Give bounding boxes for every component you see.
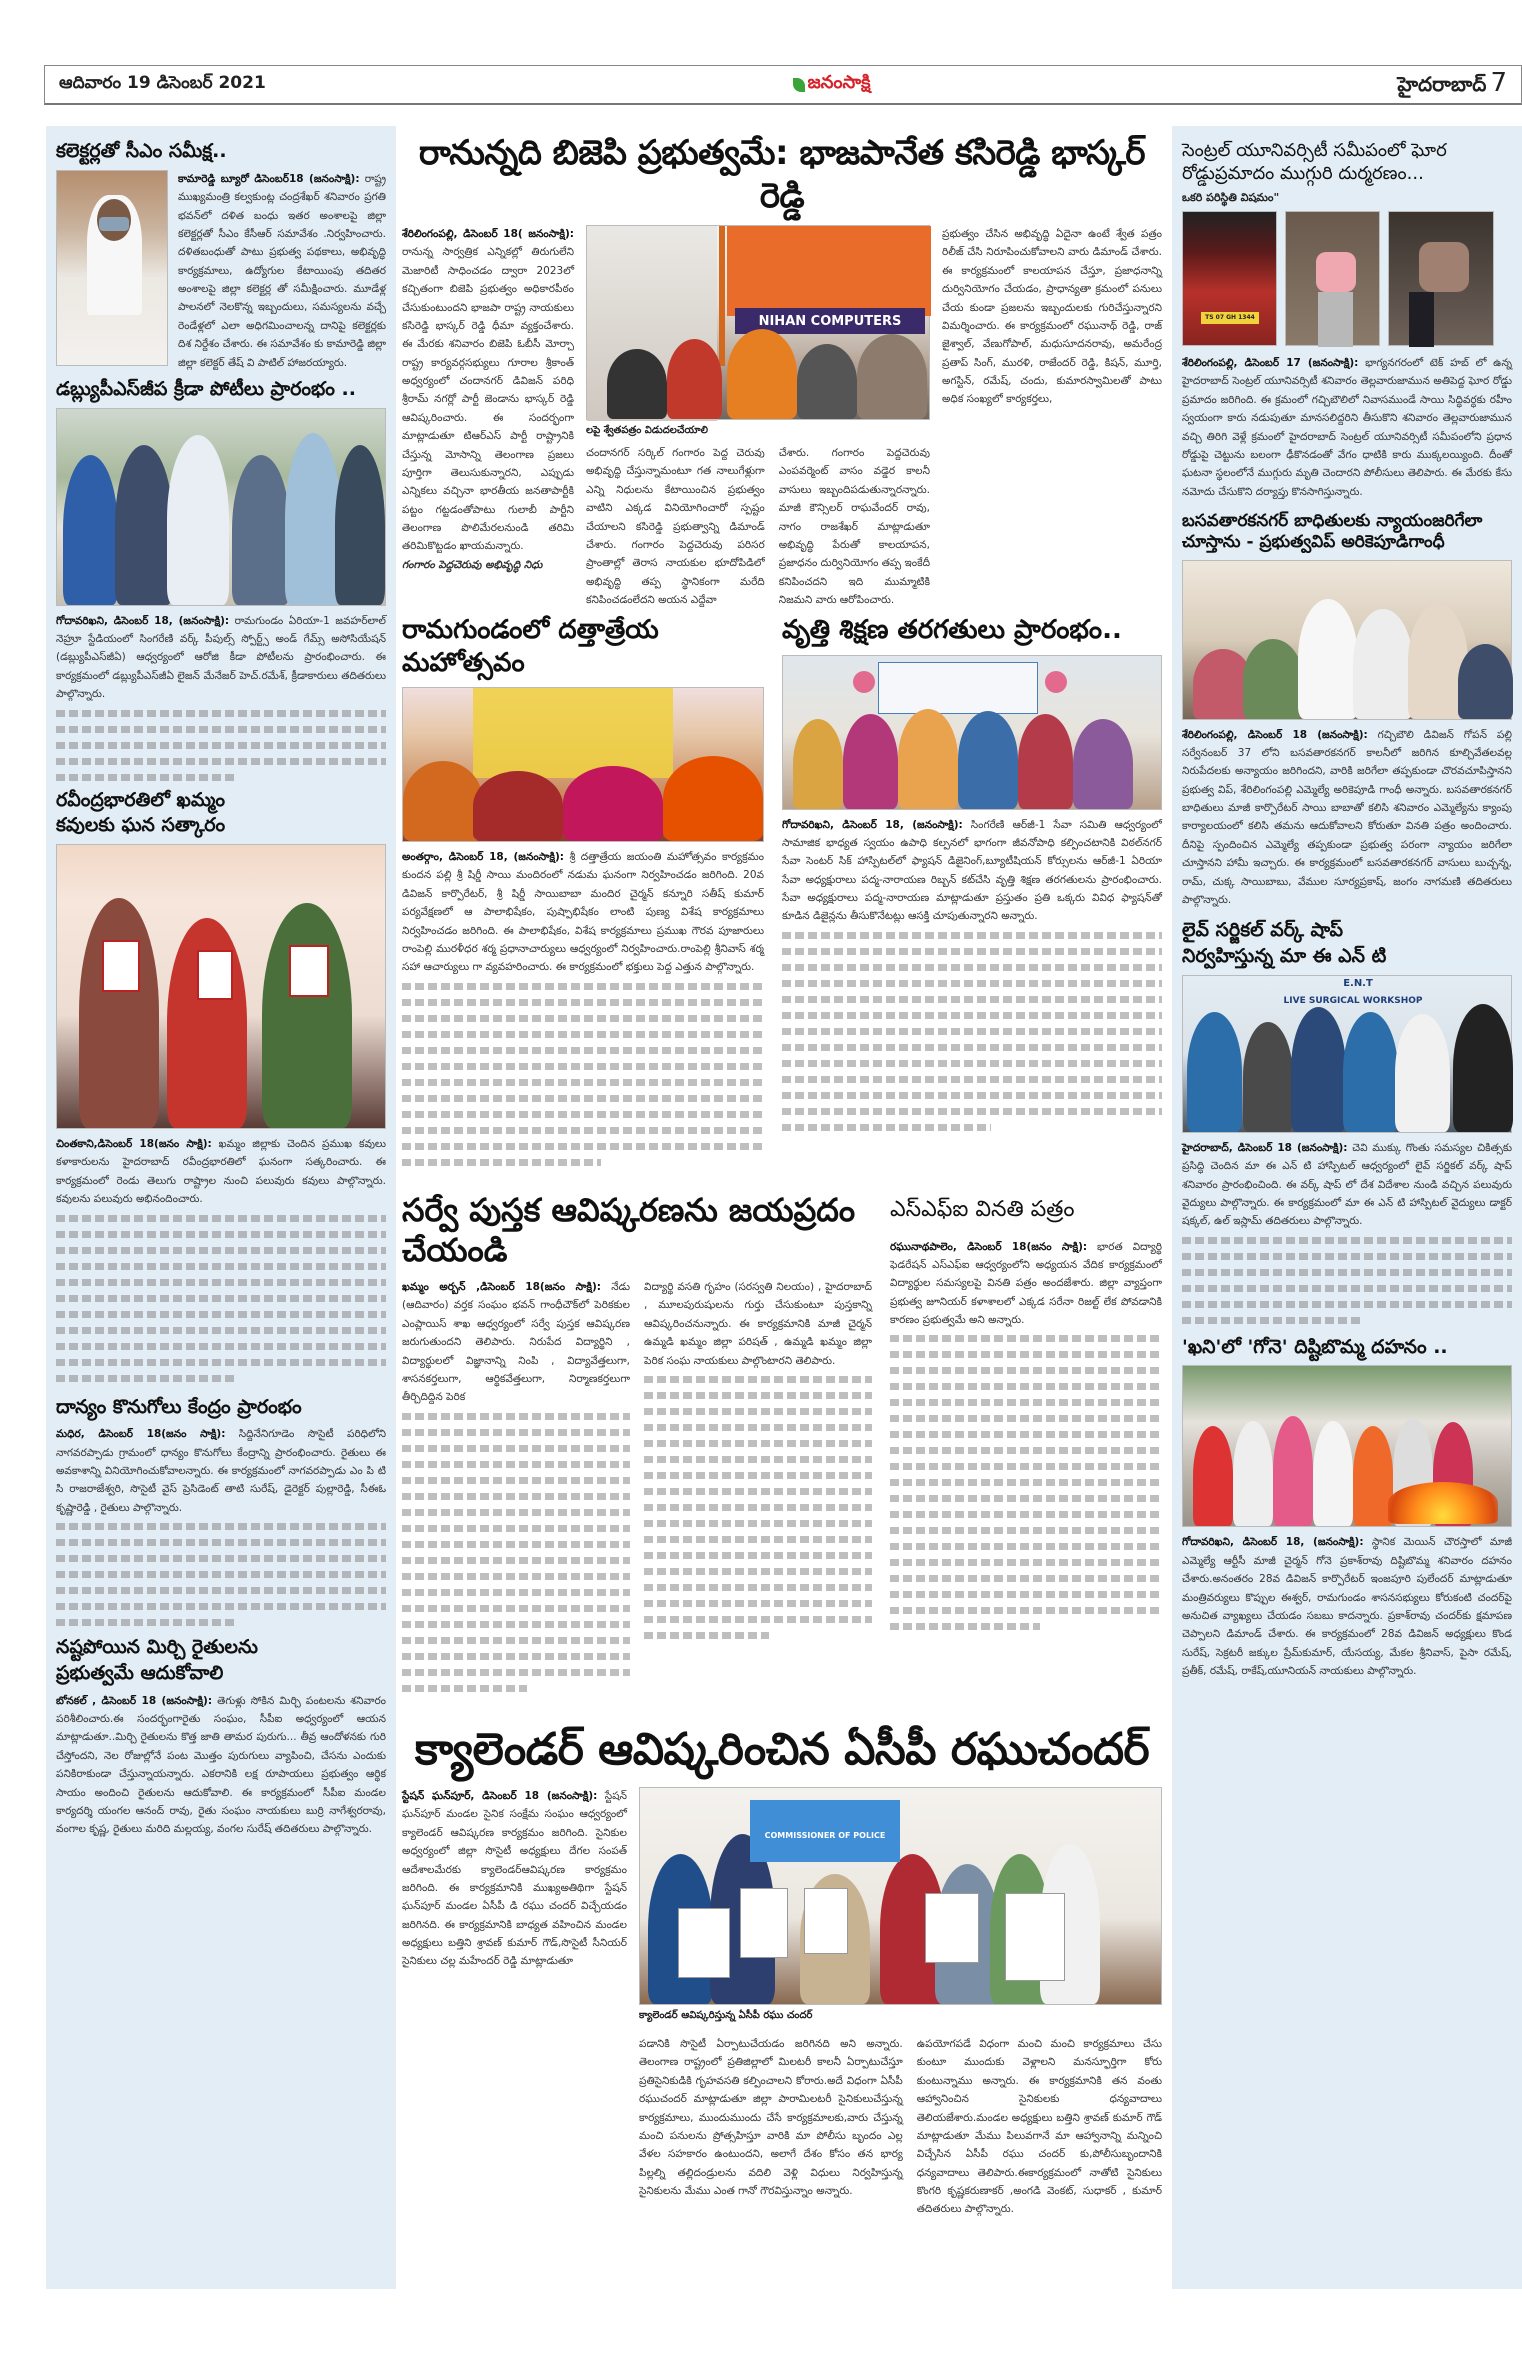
article-body: సింగరేణి ఆర్‌జీ-1 సేవా సమితి ఆధ్వర్యంలో సామాజిక భాధ్యత స్వయం ఉపాధి కల్పనలో భాగంగా జీవనోపాధి కల్పించటానికి విఠల్‌నగర్ సేవా సెంటర్ సిక్ హాస్పిటల్‌లో ఫ్యాషన్ డిజైనింగ్,బ్యూటీషియన్ కోర్సులను ఆర్‌జీ-1 ఏరియా సేవా అధ్యక్షురాలు పద్మ-నారాయణ రిబ్బన్ కట్‌చేసి వృత్తి శిక్షణ తరగతులను ప్రారంభించారు. సేవా అధ్యక్షురాలు పద్మ-నారాయణ మాట్లాడుతూ ప్రస్తుతం ప్రతి ఒక్కరు వివిధ ఫ్యాషన్‌తో కూడిన డిజైన్లను తీసుకొనేటట్లు ఆసక్తి చూపుతున్నారని అన్నారు. [782,818,1162,923]
article-body: స్టేషన్ ఘన్‌పూర్ మండల సైనిక సంక్షేమ సంఘం ఆధ్వర్యంలో క్యాలెండర్ ఆవిష్కరణ కార్యక్రమం జరిగింది. సైనికుల అధ్వర్యంలో జిల్లా సొసైటీ అధ్యక్షులు దేగల సంపత్ ఆదేశాలమేరకు క్యాలెండర్‌ఆవిష్కరణ కార్యక్రమం జరిగింది. ఈ కార్యక్రమానికి ముఖ్యఅతిథిగా స్టేషన్ ఘన్‌పూర్ మండల ఏసీపీ డి రఘు చందర్ విచ్చేయడం జరిగినది. ఈ కార్యక్రమానికి బాధ్యత వహించిన మండల అధ్యక్షులు బత్తిని శ్రావణ్ కుమార్ గౌడ్,సొసైటీ సీనియర్ సైనికులు చల్ల మహేందర్ రెడ్డి మాట్లాడుతూ [402,1790,627,1968]
photo-mla-meeting [1182,560,1512,720]
dateline: శేరిలింగంపల్లి, డిసెంబర్ 18( జనంసాక్షి): [402,228,574,240]
city-name: హైదరాబాద్ [1397,72,1487,96]
article-survey-book[interactable] [402,1186,872,1692]
headline: బసవతారకనగర్ బాధితులకు న్యాయంజరిగేలా చూస్తాను - ప్రభుత్వవిప్ అరికెపూడిగాంధీ [1182,511,1483,553]
masthead [44,65,1522,105]
photo-crashed-car [1182,211,1277,346]
leaf-logo-icon [793,78,805,92]
article-body: ప్రభుత్వం చేసిన అభివృద్ధి ఏదైనా ఉంటే శ్వేత పత్రం రిలీజ్ చేసి నిరూపించుకోవాలని వారు డిమాండ్ చేశారు. ఈ కార్యక్రమంలో కాలయాపన చేస్తూ, ప్రజాధనాన్ని దుర్వినియోగం చేయడం, ప్రాధాన్యతా క్రమంలో పనులు చేయ కుండా ప్రజలను ఇబ్బందులకు గురిచేస్తున్నారని విమర్శించారు. ఈ కార్యక్రమంలో రఘునాథ్ రెడ్డి, రాజ్ జైశ్వాల్, వేణుగోపాల్, మధుసూదనరావు, అమరేంద్ర ప్రతాప్ సింగ్, మురళి, రాజేందర్ రెడ్డి, కిషన్, మూర్తి, అగస్టిన్, రమేష్, చందు, కుమారస్వామిలతో పాటు అధిక సంఖ్యలో కార్యకర్తలు, [942,228,1162,406]
headline-line-2: ప్రభుత్వమే ఆదుకోవాలి [56,1661,224,1684]
article-body: ఖమ్మం జిల్లాకు చెందిన ప్రముఖ కవులు కళాకారులను హైదరాబాద్ రవీంద్రభారతిలో ఘనంగా సత్కరించారు. ఈ కార్యక్రమంలో రెండు తెలుగు రాష్ట్రాల నుంచి పలువురు కవులు పాల్గొన్నారు. కవులను పలువురు అభినందించారు. [56,1138,386,1206]
article-body: తెగుళ్లు సోకిన మిర్చి పంటలను శనివారం పరిశీలించారు.ఈ సందర్భంగారైతు సంఘం, సీపీఐ అధ్వర్యంలో ఆయన మాట్లాడుతూ..మిర్చి రైతులను కొత్త జాతి తామర పురుగు... తీవ్ర ఆందోళనకు గురి చేస్తోందని, నెల రోజుల్లోనే పంట మొత్తం పురుగులు వ్యాపించి, చేసను ఎందుకు పనికిరాకుండా చేస్తున్నాయన్నారు. ఎకరానికి లక్ష రూపాయలు ప్రభుత్వం ఆర్థిక సాయం అందించి రైతులను ఆదుకోవాలి. ఈ కార్యక్రమంలో సీపీఐ మండల కార్యదర్శి యంగల ఆనంద్ రావు, రైతు సంఘం నాయకులు బుర్రి నాగేశ్వరరావు, వంగాల కృష్ణ, రైతులు మరిది మల్లయ్య, వంగల సురేష్ తదితరులు పాల్గొన్నారు. [56,1694,387,1836]
photo-bjp-flag-event [586,225,930,420]
article-body: సిద్దినేనిగూడెం సొసైటీ పరిధిలోని నాగవరప్పాడు గ్రామంలో ధాన్యం కొనుగోలు కేంద్రాన్ని ప్రారంభించారు. రైతులు ఈ అవకాశాన్ని వినియోగించుకోవాలన్నారు. ఈ కార్యక్రమంలో నాగవరప్పాడు ఎం పి టి సి రాజరాజేశ్వరి, సొసైటీ వైస్ ప్రెసిడెంట్ తాటి సురేష్, డైరెక్టర్ పుల్లారెడ్డి, సీఈఓ కృష్ణారెడ్డి , రైతులు పాల్గొన్నారు. [56,1428,386,1514]
dateline: గోదావరిఖని, డిసెంబర్ 18, (జనంసాక్షి): [56,614,230,627]
left-column [46,126,396,2289]
article-body: స్థానిక మెయిన్ చౌరస్తాలో మాజీ ఎమ్మెల్యే ఆర్టీసీ మాజీ చైర్మన్ గోనె ప్రకాశ్‌రావు దిష్టిబొమ్మ శనివారం దహనం చేశారు.అనంతరం 28వ డివిజన్ కార్పొరేటర్ ఇంజపూరి పులేందర్ మాట్లాడుతూ మంత్రివర్యులు కొప్పుల ఈశ్వర్, రామగుండం శాసనసభ్యులు కోరుకంటి చందర్‌పై అనుచిత వ్యాఖ్యలు చేయడం సబబు కాదన్నారు. ప్రకాశ్‌రావు చందర్‌కు క్షమాపణ చెప్పాలని డిమాండ్ చేశారు. ఈ కార్యక్రమంలో 28వ డివిజన్ అధ్యక్షులు కొండ సురేష్, సెక్రటరీ జక్కుల ప్రేమ్‌కుమార్, యేసయ్య, మేకల శ్రీనివాస్, పైసా రమేష్, ప్రతీక్, రమేష్, రాకేష్,యూనియన్ నాయకులు పాల్గొన్నారు. [1182,1536,1512,1677]
dateline: శేరిలింగంపల్లి, డిసెంబర్ 17 (జనంసాక్షి): [1182,357,1359,369]
article-road-accident[interactable] [1182,140,1512,501]
article-body: శ్రీ దత్తాత్రేయ జయంతి మహోత్సవం కార్యక్రమం కుందన పల్లి శ్రీ షిర్డీ సాయి మందిరంలో నడుమ ఘనంగా నిర్వహించడం జరిగింది. 20వ డివిజన్ కార్పొరేటర్, శ్రీ షిర్డీ సాయిబాబా మందిర చైర్మన్ కన్నూరి సతీష్ కుమార్ పర్యవేక్షణలో ఆ పాలాభిషేకం, పుష్పాభిషేకం లాంటి పుణ్య విశేష కార్యక్రమాలు నిర్వహించడం జరిగింది. ఈ పాలాభిషేకం, విశేష కార్యక్రమాలు ప్రముఖ గౌరవ పూజారులు రాంపెల్లి మురళీధర శర్మ ప్రధానాచార్యులు ఆధ్వర్యంలో నిర్వహించారు.రాంపెల్లి శ్రీనివాస్ శర్మ సహా ఆచార్యులు గా వ్యవహరించారు. ఈ కార్యక్రమంలో భక్తులు పెద్ద ఎత్తున పాల్గొన్నారు. [402,851,764,974]
article-grain-center[interactable] [56,1396,386,1627]
photo-victim-2 [1388,211,1494,346]
dateline: రఘునాథపాలెం, డిసెంబర్ 18(జనం సాక్షి): [890,1240,1088,1253]
article-poets-felicitation[interactable] [56,789,386,1382]
article-surgical-workshop[interactable] [1182,919,1512,1323]
headline: లైవ్ సర్జికల్ వర్క్ షాప్ [1182,919,1344,942]
headline: ఎస్ఎఫ్ఐ వినతి పత్రం [890,1197,1075,1222]
dateline: గోదావరిఖని, డిసెంబర్ 18, (జనంసాక్షి): [782,818,963,831]
photo-caption: క్యాలెండర్ ఆవిష్కరిస్తున్న ఏసీపీ రఘు చందర్ [639,2010,813,2021]
subhead: ఒకరి పరిస్థితి విషమం" [1182,191,1280,204]
article-body: నేడు (ఆదివారం) వర్తక సంఘం భవన్ గాంధీచౌక్‌లో పెరికకుల ఎంప్లాయిస్ శాఖ ఆధ్వర్యంలో సర్వే పుస్తక ఆవిష్కరణ జరుగుతుందని తెలిపారు. నిరుపేద విద్యార్థిని , విద్యార్థులలో విజ్ఞానాన్ని నింపి , విద్యావేత్తలుగా, శాసనకర్తలుగా, ఆర్థికవేత్తలుగా, నిర్మాణకర్తలుగా తీర్చిదిద్దిన పెరిక [402,1281,631,1404]
headline: రవీంద్రభారతిలో ఖమ్మం [56,788,226,811]
photo-sign: NIHAN COMPUTERS [735,308,925,334]
article-sports-meet[interactable] [56,378,386,781]
lead-headline: రానున్నది బిజెపి ప్రభుత్వమే: భాజపానేత కసిరెడ్డి భాస్కర్ రెడ్డి [418,133,1146,216]
text-continuation [1182,1237,1512,1324]
article-body: భాగ్యనగరంలో టెక్ హబ్ లో ఉన్న హైదరాబాద్ సెంట్రల్ యూనివర్సిటీ శనివారం తెల్లవారుజామున అతిపెద్ద ఘోర రోడ్డు ప్రమాదం జరిగింది. ఈ క్రమంలో గచ్చిబౌలిలో నివాసముండే సాయి సిద్ధివర్ధకు రహీం స్వయంగా కారు నడుపుతూ మానసలిద్దరిని తీసుకొని శనివారం తెల్లవారుజామున వచ్చి తిరిగి వెళ్లే క్రమంలో హైదరాబాద్ సెంట్రల్ యూనివర్సిటీ సమీపంలోని ప్రధాన రోడ్డుపై చెట్టును బలంగా ఢీకొనడంతో వేగం ధాటికి కారు ముక్కలయ్యింది. దీంతో ఘటనా స్థలంలోనే ముగ్గురు మృతి చెందారని పోలీసులు తెలిపారు. ఈ మేరకు కేసు నమోదు చేసుకొని దర్యాప్తు కొనసాగిస్తున్నారు. [1182,357,1512,498]
article-body: గచ్చిబౌలి డివిజన్ గోపన్ పల్లి సర్వేనంబర్ 37 లోని బసవతారకనగర్ కాలనీలో జరిగిన కూల్చివేతలవల్ల నిరుపేదలకు అన్యాయం జరిగిందని, వారికి జరిగేలా తప్పకుండా చొరవచూపిస్తానని ప్రభుత్వ విప్, శేరిలింగంపల్లి ఎమ్మెల్యే అరికెపూడి గాంధీ అన్నారు. బసవతారకనగర్ బాధితులు మాజీ కార్పొరేటర్ సాయి బాబాతో కలిసి శనివారం ఎమ్మెల్యేను క్యాంపు కార్యాలయంలో కలిసి తమను ఆదుకోవాలని కోరుతూ వినతి పత్రం అందించారు. దీనిపై స్పందించిన ఎమ్మెల్యే తప్పకుండా ప్రభుత్వ పరంగా న్యాయం జరిగేలా చూస్తానని హామీ ఇచ్చారు. ఈ కార్యక్రమంలో బసవతారకనగర్ వాసులు బుచ్చన్న, రామ్, చుక్క సాయిబాబు, వేముల సూర్యప్రకాష్, జంగం నాగమణి తదితరులు పాల్గొన్నారు. [1182,728,1512,906]
fire-shape [1388,1482,1498,1524]
article-body: ఉపయోగపడే విధంగా మంచి మంచి కార్యక్రమాలు చేసు కుంటూ ముందుకు వెళ్లాలని మనస్ఫూర్తిగా కోరు కుంటున్నాము అన్నారు. ఈ కార్యక్రమానికి తన వంతు ఆహ్వానించిన సైనికులకు ధన్యవాదాలు తెలియజేశారు.మండల అధ్యక్షులు బత్తిని శ్రావణ్ కుమార్ గౌడ్ మాట్లాడుతూ మేము పిలువగానే మా ఆహ్వానాన్ని మన్నించి విచ్చేసిన ఏసీపీ రఘు చందర్ కు,పోలీసుబృందానికి ధన్యవాదాలు తెలిపారు.ఈకార్యక్రమంలో నాతోటి సైనికులు కొంగరి కృష్ణకరుణాకర్ ,అంగడి వెంకట్, సుధాకర్ , కుమార్ తదితరులు పాల్గొన్నారు. [916,2038,1162,2216]
headline-line-2: నిర్వహిస్తున్న మా ఈ ఎన్ టి [1182,945,1387,967]
dateline: స్టేషన్ ఘన్‌పూర్, డిసెంబర్ 18 (జనంసాక్షి): [402,1790,598,1802]
article-body: భారత విద్యార్థి ఫెడరేషన్ ఎస్ఎఫ్ఐ ఆధ్వర్యంలోని అధ్యయన వేదిక కార్యక్రమంలో విద్యార్థుల సమస్యలపై వినతి పత్రం అందజేశారు. జిల్లా వ్యాప్తంగా ప్రభుత్వ జూనియర్ కళాశాలలో ఎక్కడ సరేనా రిజల్ట్ లేక పోవడానికి కారణం ప్రభుత్వమే అని అన్నారు. [890,1240,1162,1326]
article-dattatreya-festival[interactable] [402,610,764,1166]
photo-temple-ceremony [402,687,764,842]
article-cm-review[interactable] [56,140,386,372]
article-body: రామగుండం ఏరియా-1 జవహర్‌లాల్ నెహ్రూ స్టేడియంలో సింగరేణి వర్క్ పీపుల్స్ స్పోర్ట్స్ అండ్ గేమ్స్ అసోసియేషన్ (డబ్ల్యుపీఎస్‌జీఏ) ఆధ్వర్యంలో ఆరోజి కీడా పోటీలను ప్రారంభించారు. ఈ కార్యక్రమంలో డబ్ల్యుపీఎస్‌జీఏ లైజన్ మేనేజర్ హెచ్.రమేశ్, క్రీడాకారులు తదితరులు పాల్గొన్నారు. [56,614,386,701]
newspaper-logo[interactable] [793,72,871,97]
dateline: హైదరాబాద్, డిసెంబర్ 18 (జనంసాక్షి): [1182,1141,1348,1154]
right-column [1172,126,1522,2289]
issue-date: ఆదివారం 19 డిసెంబర్ 2021 [59,72,266,93]
article-calendar-launch[interactable] [402,1716,1162,2219]
headline: సర్వే పుస్తక ఆవిష్కరణను జయప్రదం చేయండి [402,1191,856,1269]
text-continuation [56,1523,386,1626]
article-sfi-petition[interactable] [890,1186,1162,1692]
dateline: కామారెడ్డి బ్యూరో డిసెంబర్18 (జనంసాక్షి): [178,172,360,185]
center-section [402,126,1162,2289]
dateline: శేరిలింగంపల్లి, డిసెంబర్ 18 (జనంసాక్షి): [1182,728,1368,741]
text-continuation [402,1413,630,1692]
photo-calendar-launch [639,1787,1162,2005]
article-vocational-training[interactable] [782,610,1162,1166]
article-body: చేశారు. గంగారం పెద్దచెరువు ఎంపవర్మెంట్ వాసం వడ్డెర కాలనీ వాసులు ఇబ్బందిపడుతున్నారన్నారు. మాజీ కౌన్సిలర్ రాఘవేందర్ రావు, నాగం రాజశేఖర్ మాట్లాడుతూ అభివృద్ధి పేరుతో కాలయాపన, ప్రజాధనం దుర్వినియోగం తప్ప ఇంకేదీ కనిపించదని ఇది ముమ్మాటికి నిజమని వారు ఆరోపించారు. [778,447,930,606]
photo-ent-workshop [1182,975,1512,1133]
dateline: మధిర, డిసెంబర్ 18(జనం సాక్షి): [56,1428,226,1441]
headline: సెంట్రల్ యూనివర్సిటీ సమీపంలో ఘోర రోడ్డుప్రమాదం ముగ్గురి దుర్మరణం... [1182,140,1447,184]
headline: 'ఖని'లో 'గోనె' దిష్టిబొమ్మ దహనం .. [1182,1335,1448,1358]
dateline: చింతకాని,డిసెంబర్ 18(జనం సాక్షి): [56,1138,212,1150]
article-body: రాష్ట్ర ముఖ్యమంత్రి కల్వకుంట్ల చంద్రశేఖర్ శనివారం ప్రగతి భవన్‌లో దళిత బంధు ఇతర అంశాలపై జిల్లా కలెక్టర్లతో సీఎం కేసీఆర్ సమావేశం .నిర్వహించారు. దళితబంధుతో పాటు ప్రభుత్వ పథకాలు, అభివృద్ధి కార్యక్రమాలు, ఉద్యోగుల కేటాయింపు తదితర అంశాలపై జిల్లా కలెక్టర్ల తో సమీక్షించారు. మూడేళ్ల పాలనలో నెలకొన్న ఇబ్బందులు, సమస్యలను వచ్చే రెండేళ్లలో ఎలా అధిగమించాలన్న దానిపై కలెక్టర్లకు దిశ నిర్దేశం చేశారు. ఈ సమావేశం కు కామారెడ్డి జిల్లా జిల్లా కలెక్టర్ తేష్ వి పాటిల్ హాజరయ్యారు. [178,172,386,369]
subhead: గంగారం పెద్దచెరువు అభివృద్ధి నిధు [402,558,543,571]
photo-poets-award [56,844,386,1129]
text-continuation [56,710,386,781]
page-number: 7 [1490,68,1507,98]
dateline: అంతర్గాం, డిసెంబర్ 18, (జనంసాక్షి): [402,851,564,863]
text-continuation [56,1215,386,1382]
photo-collector-meeting [56,170,168,366]
article-body: చెవి ముక్కు గొంతు సమస్యల చికిత్సకు ప్రసిద్ధి చెందిన మా ఈ ఎన్ టి హాస్పిటల్ ఆధ్వర్యంలో లైవ్ సర్జికల్ వర్క్ షాప్ శనివారం ప్రారంభించింది. ఈ వర్క్ షాప్ లో దేశ విదేశాల నుండి వచ్చిన పలువురు వైద్యులు పాల్గొన్నారు. ఈ కార్యక్రమంలో మా ఈ ఎన్ టి హాస్పిటల్ వైద్యులు డాక్టర్ షక్కల్, ఉల్ ఇస్లామ్ తదితరులు పాల్గొన్నారు. [1182,1141,1512,1228]
text-continuation [644,1376,872,1639]
photo-sign: COMMISSIONER OF POLICE [764,1831,886,1840]
dateline: బోనకల్ , డిసెంబర్ 18 (జనంసాక్షి): [56,1694,213,1707]
headline-line-2: కవులకు ఘన సత్కారం [56,814,226,837]
license-plate: TS 07 GH 1344 [1201,312,1259,324]
headline: కలెక్టర్లతో సీఎం సమీక్ష.. [56,140,227,162]
text-continuation [890,1335,1162,1630]
article-chilli-farmers[interactable] [56,1636,386,1839]
article-effigy-burning[interactable] [1182,1336,1512,1681]
dateline: గోదావరిఖని, డిసెంబర్ 18, (జనంసాక్షి): [1182,1536,1364,1549]
article-body: రానున్న సార్వత్రిక ఎన్నికల్లో తిరుగులేని మెజారిటీ సాధించడం ద్వారా 2023లో కచ్చితంగా బిజెపి ప్రభుత్వం అధికారపీఠం చేసుకుంటుందని భాజపా రాష్ట్ర నాయకులు కసిరెడ్డి భాస్కర్ రెడ్డి ధీమా వ్యక్తంచేశారు. ఈ మేరకు శనివారం బిజెపి ఓబీసీ మోర్చా రాష్ట్ర కార్యవర్గసభ్యులు గూరాల శ్రీకాంత్ అధ్వర్యంలో చందానగర్ డివిజన్ పరిధి శ్రీరామ్ నగర్లో పార్టీ జెండాను భాస్కర్ రెడ్డి ఆవిష్కరించారు. ఈ సందర్భంగా మాట్లాడుతూ టిఆర్ఎస్ పార్టీ రాష్ట్రానికి చేస్తున్న మోసాన్ని తెలంగాణ ప్రజలు పూర్తిగా తెలుసుకున్నారని, ఎప్పుడు ఎన్నికలు వచ్చినా భారతీయ జనతాపార్టీకి పట్టం గట్టడంతోపాటు గులాబీ పార్టీని తెలంగాణ పొలిమేరలనుండి తరిమి తరిమికొట్టడం ఖాయమన్నారు. [402,246,574,553]
article-body: పడానికి సొసైటీ ఏర్పాటుచేయడం జరిగినది అని అన్నారు. తెలంగాణ రాష్ట్రంలో ప్రతిజిల్లాలో మిలటరీ కాలనీ ఏర్పాటుచేస్తూ ప్రతిసైనికుడికి గృహవసతి కల్పించాలని కోరారు.అదే విధంగా ఏసీపీ రఘుచందర్ మాట్లాడుతూ జిల్లా పారామిలటరీ సైనికులుచేస్తున్న కార్యక్రమాలు, ముందుముందు చేసే కార్యక్రమాలకు,వారు చేస్తున్న మంచి పనులను ప్రోత్సహిస్తూ వారికి మా పోలీసు బృందం ఎల్ల వేళల సహకారం ఉంటుందని, అలాగే దేశం కోసం తన భార్య పిల్లల్ని తల్లిదండ్రులను వదిలి వెళ్లి విధులు నిర్వహిస్తున్న సైనికులను మేము ఎంత గానో గౌరవిస్తున్నాం అన్నారు. [639,2038,903,2197]
headline: నష్టపోయిన మిర్చి రైతులను [56,1636,258,1659]
text-continuation [782,932,1162,1131]
headline: డబ్ల్యుపీఎస్‌జీప క్రీడా పోటీలు ప్రారంభం .. [56,377,356,400]
text-continuation [402,983,764,1166]
headline: దాన్యం కొనుగోలు కేంద్రం ప్రారంభం [56,1395,302,1418]
photo-sports-handshake [56,408,386,606]
photo-victim-1 [1285,211,1380,346]
logo-text: జనంసాక్షి [807,72,871,93]
headline: రామగుండంలో దత్తాత్రేయ మహోత్సవం [402,615,659,678]
dateline: ఖమ్మం అర్బన్ ,డిసెంబర్ 18(జనం సాక్షి): [402,1281,601,1293]
edition-city [1397,68,1507,101]
headline: వృత్తి శిక్షణ తరగతులు ప్రారంభం.. [782,615,1122,645]
banner-ent: E.N.T [1343,977,1373,989]
article-body: చందానగర్ సర్కిల్ గంగారం పెద్ద చెరువు అభివృద్ధి చేస్తున్నామంటూ గత నాలుగేళ్లుగా ఎన్ని నిధులను కేటాయించిన ప్రభుత్వం వాటిని ఎక్కడ వినియోగించారో స్పష్టం చేయాలని కసిరెడ్డి ప్రభుత్వాన్ని డిమాండ్ చేశారు. గంగారం పెద్దచెరువు పరిసర ప్రాంతాల్లో తెరాస నాయకుల భూదోపిడిలో అభివృద్ధి తప్ప స్థానికంగా మరేది కనిపించడంలేదని అయన ఎద్దేవా [586,447,765,606]
banner-workshop: LIVE SURGICAL WORKSHOP [1283,995,1423,1006]
photo-caption-bold: లపై శ్వేతపత్రం విడుదలచేయాలి [586,425,708,436]
article-body: విద్యార్థి వసతి గృహం (సరస్వతి నిలయం) , హైదరాబాద్ , మూలపురుషులను గుర్తు చేసుకుంటూ పుస్తకాన్ని ఆవిష్కరించనున్నారు. ఈ కార్యక్రమానికి మాజీ చైర్మన్ ఉమ్మడి ఖమ్మం జిల్లా పరిషత్ , ఉమ్మడి ఖమ్మం జిల్లా పెరిక సంఘ నాయకులు పాల్గొంటారని తెలిపారు. [644,1281,872,1367]
headline: క్యాలెండర్ ఆవిష్కరించిన ఏసీపీ రఘుచందర్ [414,1724,1150,1775]
photo-training-inauguration [782,655,1162,810]
article-bjp-government[interactable] [402,132,1162,606]
article-basavatarakanagar[interactable] [1182,511,1512,909]
photo-effigy-protest [1182,1365,1512,1527]
